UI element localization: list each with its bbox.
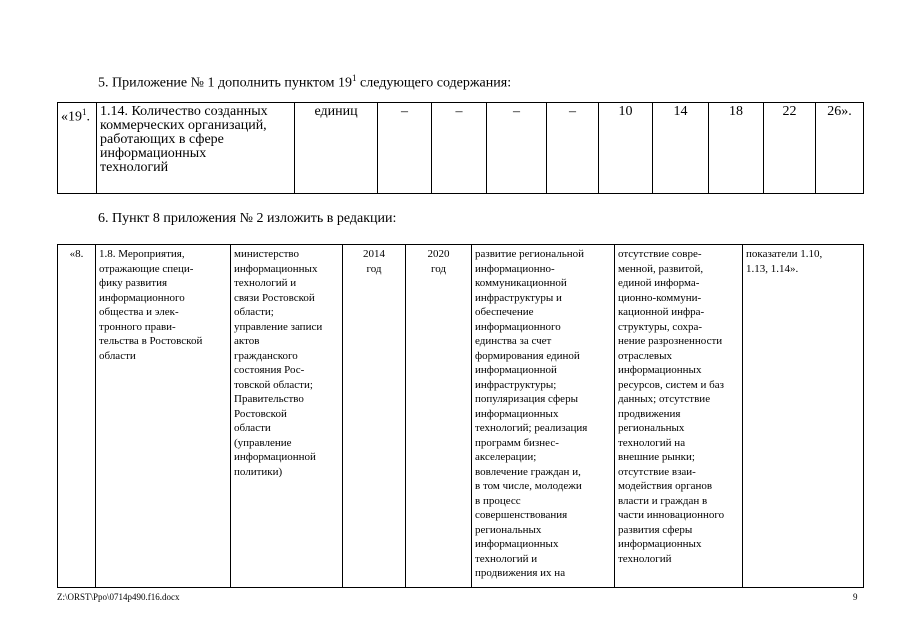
footer-page-number: 9 <box>853 592 858 602</box>
heading-item-6 <box>98 211 396 227</box>
activity-table <box>57 244 864 588</box>
footer-file-path: Z:\ORST\Ppo\0714p490.f16.docx <box>57 592 180 602</box>
table-row <box>58 103 864 194</box>
start-year-cell: 2014 год <box>343 245 406 588</box>
heading-item-5 <box>98 70 511 92</box>
value-cell: 14 <box>653 103 709 194</box>
value-cell: – <box>487 103 547 194</box>
activity-name-cell: 1.8. Мероприятия, отражающие специ- фику развития информационного общества и элек- тронного прави- тельства в Ростовской области <box>96 245 231 588</box>
executor-cell: министерство информационных технологий и связи Ростовской области; управление записи актов гражданского состояния Рос- товской области; Правительство Ростовской области (управление информационной политики) <box>231 245 343 588</box>
indicator-table <box>57 102 864 194</box>
indicators-cell: показатели 1.10, 1.13, 1.14». <box>743 245 864 588</box>
value-cell: 26». <box>816 103 864 194</box>
value-cell: 10 <box>599 103 653 194</box>
value-cell: 18 <box>709 103 764 194</box>
value-cell: – <box>378 103 432 194</box>
end-year-cell: 2020 год <box>406 245 472 588</box>
indicator-name-cell: 1.14. Количество созданных коммерческих организаций, работающих в сфере информационных технологий <box>97 103 295 194</box>
unit-cell: единиц <box>295 103 378 194</box>
expected-result-cell: развитие региональной информационно- коммуникационной инфраструктуры и обеспечение информационного единства за счет формирования единой информационной инфраструктуры; популяризация сферы информационных технологий; реализация программ бизнес- акселерации; вовлечение граждан и, в том числе, молодежи в процесс совершенствования региональных информационных технологий и продвижения их на <box>472 245 615 588</box>
heading-item-5-text: 5. Приложение № 1 дополнить пунктом 19 <box>98 75 353 91</box>
value-cell: – <box>432 103 487 194</box>
value-cell: 22 <box>764 103 816 194</box>
value-cell: – <box>547 103 599 194</box>
row-number-cell: «$19^1$. <box>58 103 97 194</box>
row-number-cell: «8. <box>58 245 96 588</box>
heading-item-6-text: 6. Пункт 8 приложения № 2 изложить в редакции: <box>98 211 397 226</box>
table-row <box>58 245 864 588</box>
heading-item-5-sup: 1 <box>352 73 357 83</box>
heading-item-5-tail: следующего содержания: <box>356 75 512 91</box>
consequences-cell: отсутствие совре- менной, развитой, единой информа- ционно-коммуни- кационной инфра- структуры, сохра- нение разрозненности отраслевых информационных ресурсов, систем и баз данных; отсутствие продвижения региональных технологий на внешние рынки; отсутствие взаи- модействия органов власти и граждан в части инновационного развития сферы информационных технологий <box>615 245 743 588</box>
